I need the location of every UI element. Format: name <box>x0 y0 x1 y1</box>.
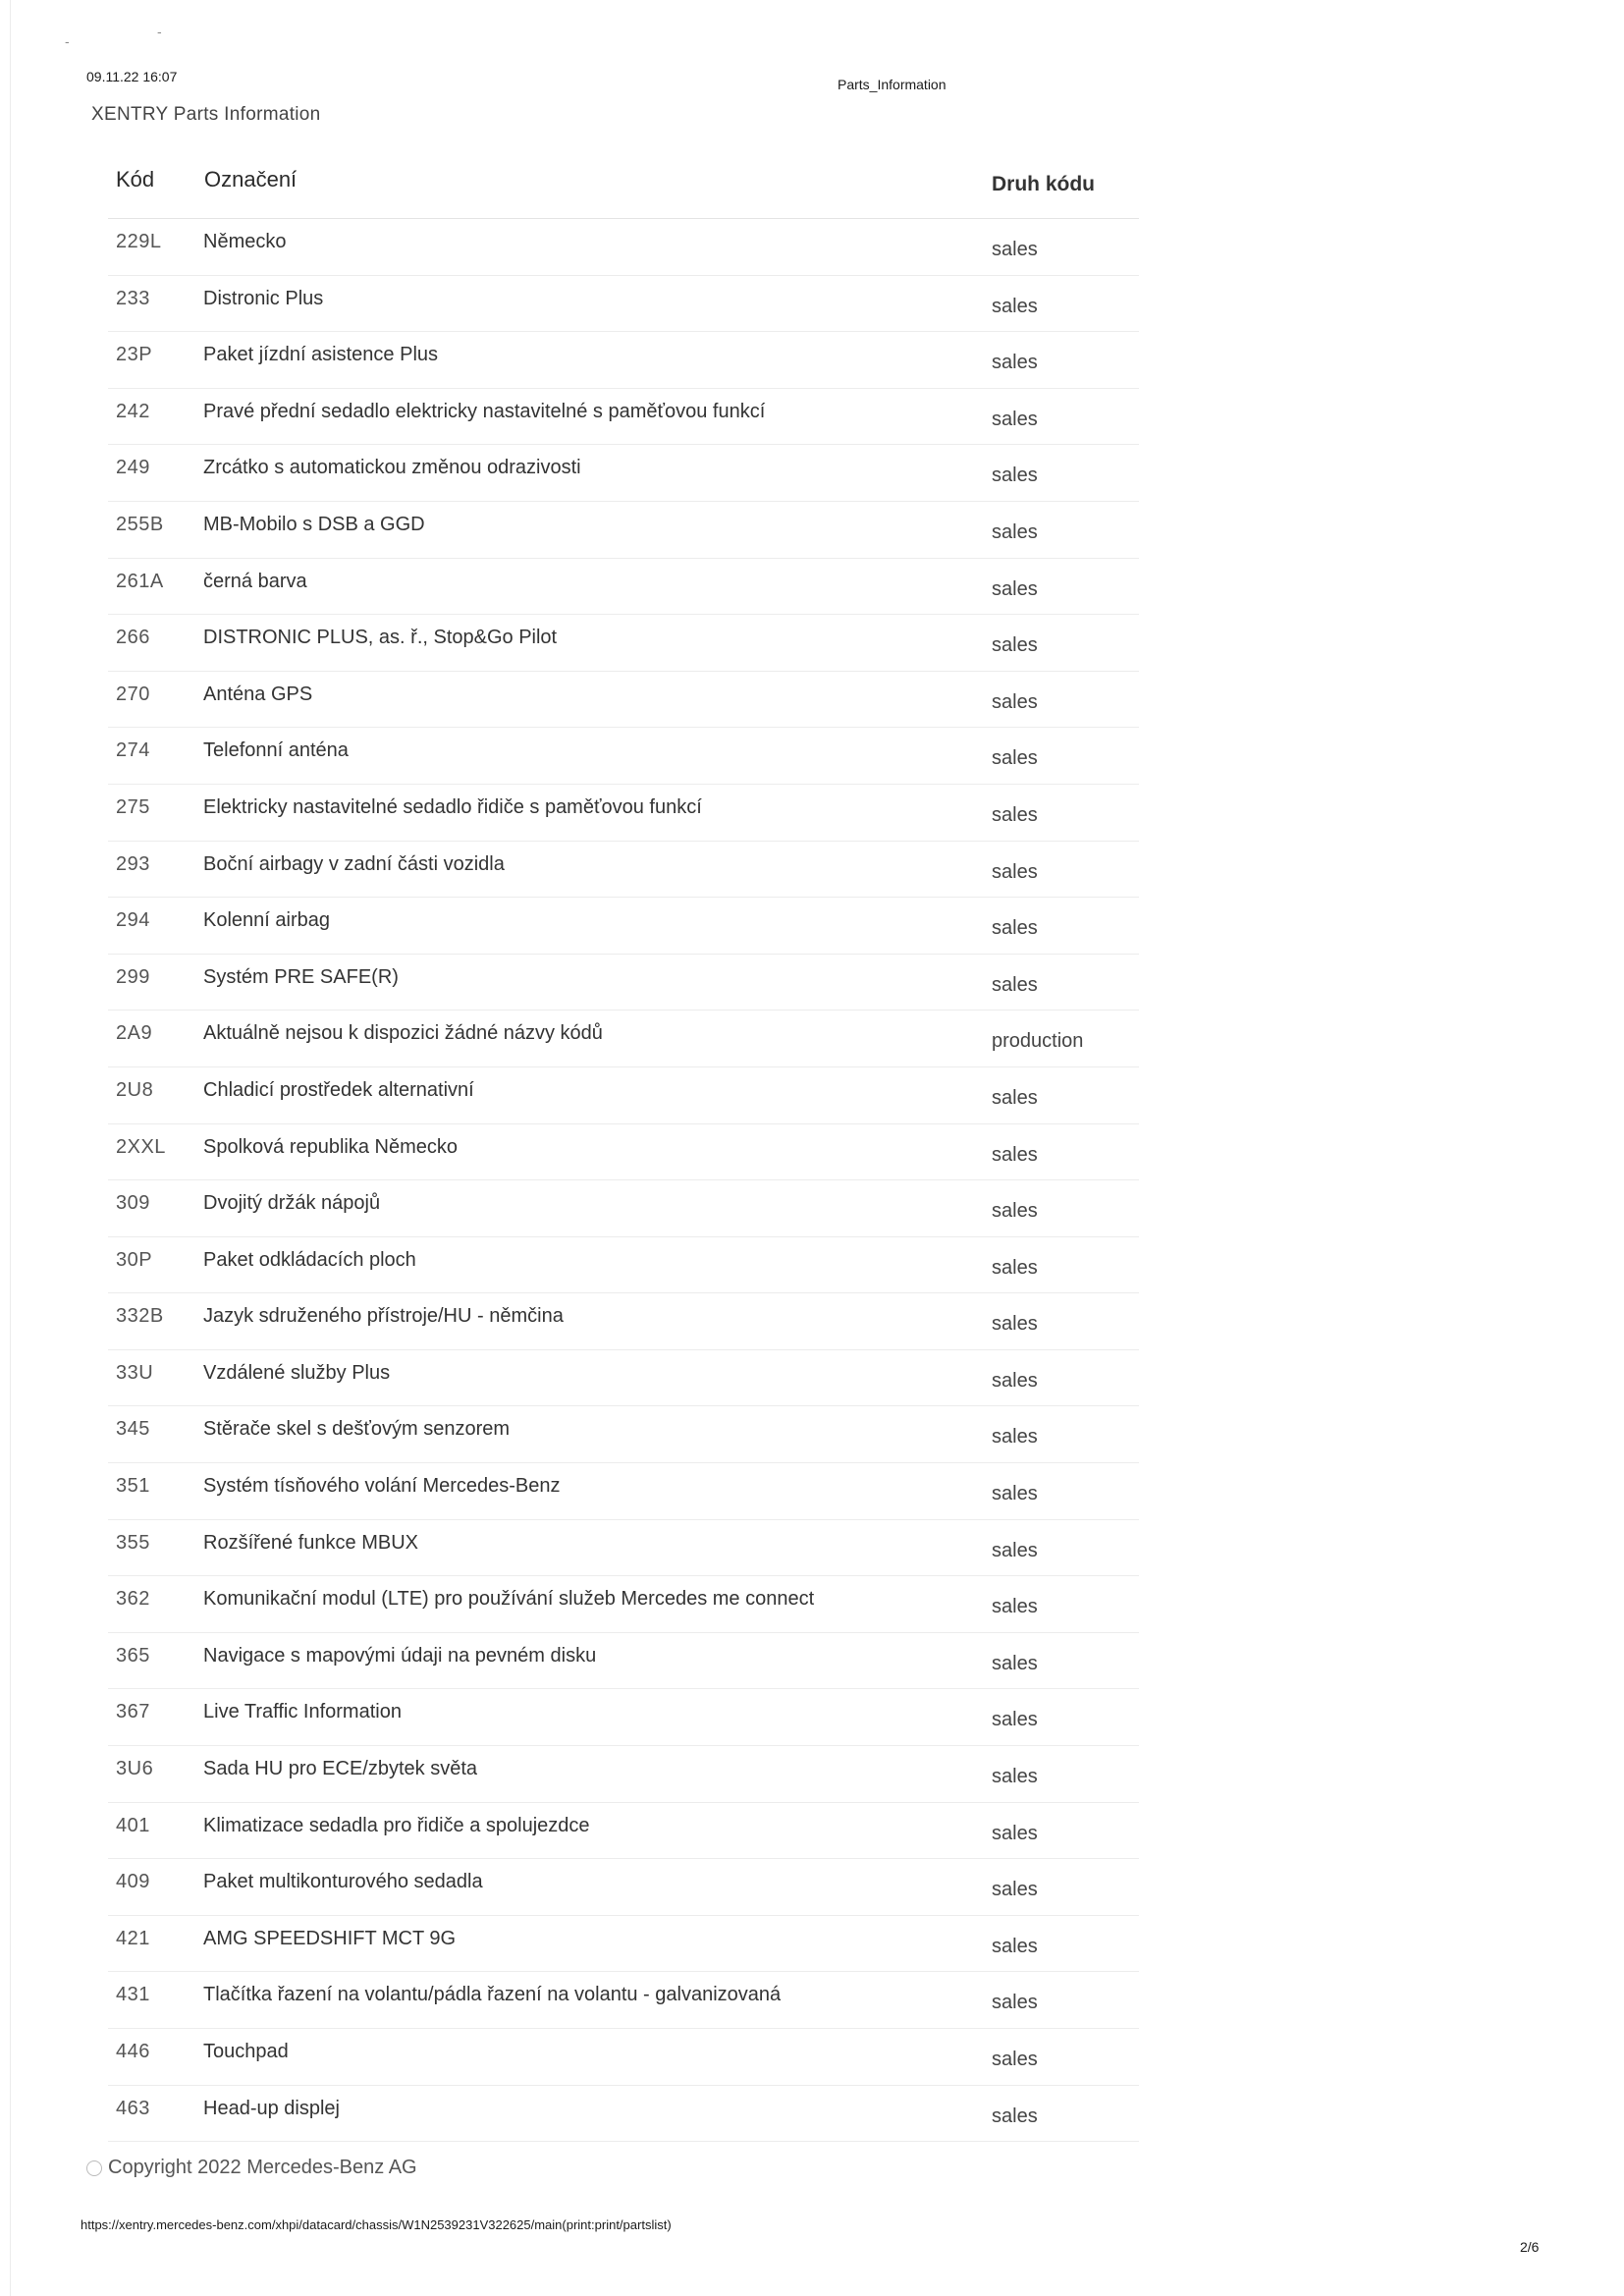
type-cell: sales <box>992 408 1038 430</box>
name-cell: Komunikační modul (LTE) pro používání služeb Mercedes me connect <box>203 1588 815 1611</box>
print-url: https://xentry.mercedes-benz.com/xhpi/datacard/chassis/W1N2539231V322625/main(print:print/partslist) <box>81 2217 672 2232</box>
scan-mark: - <box>157 24 162 39</box>
code-cell: 345 <box>116 1418 150 1441</box>
code-cell: 332B <box>116 1305 164 1328</box>
code-cell: 255B <box>116 513 164 535</box>
code-cell: 409 <box>116 1871 150 1893</box>
table-row <box>108 1463 1139 1520</box>
name-cell: Kolenní airbag <box>203 909 330 932</box>
type-cell: sales <box>992 1369 1038 1392</box>
name-cell: Elektricky nastavitelné sedadlo řidiče s paměťovou funkcí <box>203 795 702 818</box>
code-cell: 30P <box>116 1248 153 1271</box>
column-header-name: Označení <box>204 167 298 191</box>
name-cell: Dvojitý držák nápojů <box>203 1192 381 1215</box>
name-cell: Rozšířené funkce MBUX <box>203 1531 418 1554</box>
print-datetime: 09.11.22 16:07 <box>86 69 178 84</box>
code-cell: 421 <box>116 1927 150 1949</box>
copyright-icon <box>86 2160 102 2176</box>
name-cell: Stěrače skel s dešťovým senzorem <box>203 1418 511 1441</box>
code-cell: 365 <box>116 1644 150 1667</box>
column-header-type: Druh kódu <box>992 173 1095 195</box>
name-cell: Spolková republika Německo <box>203 1135 459 1158</box>
code-cell: 233 <box>116 287 150 309</box>
code-cell: 275 <box>116 795 150 818</box>
type-cell: sales <box>992 1539 1038 1561</box>
name-cell: Anténa GPS <box>203 683 313 705</box>
name-cell: Touchpad <box>203 2041 289 2062</box>
table-row <box>108 502 1139 559</box>
type-cell: sales <box>992 1313 1038 1336</box>
type-cell: sales <box>992 1200 1038 1223</box>
name-cell: Pravé přední sedadlo elektricky nastavitelné s paměťovou funkcí <box>203 400 766 422</box>
code-cell: 266 <box>116 627 150 649</box>
table-row <box>108 1067 1139 1124</box>
scan-mark: - <box>65 33 70 49</box>
code-cell: 3U6 <box>116 1758 154 1780</box>
table-row <box>108 1689 1139 1746</box>
table-row <box>108 276 1139 333</box>
type-cell: sales <box>992 747 1038 770</box>
table-body <box>108 219 1139 2142</box>
table-row <box>108 672 1139 729</box>
app-title: XENTRY Parts Information <box>91 104 321 125</box>
code-cell: 401 <box>116 1814 150 1836</box>
table-row <box>108 785 1139 842</box>
table-row <box>108 1124 1139 1181</box>
code-cell: 446 <box>116 2041 150 2062</box>
table-row <box>108 1916 1139 1973</box>
type-cell: sales <box>992 1709 1038 1731</box>
table-row <box>108 1746 1139 1803</box>
name-cell: Telefonní anténa <box>203 739 349 762</box>
type-cell: sales <box>992 917 1038 940</box>
type-cell: sales <box>992 803 1038 826</box>
code-cell: 229L <box>116 231 162 252</box>
copyright-text: Copyright 2022 Mercedes-Benz AG <box>108 2157 417 2178</box>
type-cell: sales <box>992 239 1038 260</box>
code-cell: 242 <box>116 400 150 422</box>
type-cell: production <box>992 1030 1084 1053</box>
code-cell: 293 <box>116 852 150 875</box>
table-row <box>108 2029 1139 2086</box>
table-row <box>108 1011 1139 1067</box>
print-page-title: Parts_Information <box>838 77 947 92</box>
code-cell: 33U <box>116 1361 154 1384</box>
name-cell: Live Traffic Information <box>203 1701 402 1723</box>
type-cell: sales <box>992 1086 1038 1109</box>
code-cell: 294 <box>116 909 150 932</box>
code-cell: 299 <box>116 965 150 988</box>
name-cell: MB-Mobilo s DSB a GGD <box>203 513 425 535</box>
name-cell: Paket odkládacích ploch <box>203 1248 416 1271</box>
name-cell: Jazyk sdruženého přístroje/HU - němčina <box>203 1305 564 1328</box>
code-cell: 355 <box>116 1531 150 1554</box>
code-cell: 23P <box>116 344 153 366</box>
code-cell: 431 <box>116 1984 150 2006</box>
code-cell: 309 <box>116 1192 150 1215</box>
name-cell: Vzdálené služby Plus <box>203 1361 391 1384</box>
code-cell: 2A9 <box>116 1022 153 1045</box>
type-cell: sales <box>992 1596 1038 1618</box>
name-cell: Aktuálně nejsou k dispozici žádné názvy kódů <box>203 1022 603 1045</box>
table-row <box>108 1237 1139 1294</box>
name-cell: Tlačítka řazení na volantu/pádla řazení na volantu - galvanizovaná <box>203 1984 782 2006</box>
name-cell: černá barva <box>203 570 307 592</box>
name-cell: AMG SPEEDSHIFT MCT 9G <box>203 1927 457 1949</box>
code-cell: 367 <box>116 1701 150 1723</box>
table-row <box>108 1972 1139 2029</box>
type-cell: sales <box>992 1652 1038 1674</box>
code-cell: 261A <box>116 570 164 592</box>
name-cell: Chladicí prostředek alternativní <box>203 1078 474 1101</box>
table-row <box>108 1859 1139 1916</box>
type-cell: sales <box>992 1822 1038 1844</box>
table-row <box>108 1406 1139 1463</box>
code-cell: 249 <box>116 457 150 479</box>
name-cell: Systém tísňového volání Mercedes-Benz <box>203 1475 561 1498</box>
name-cell: Zrcátko s automatickou změnou odrazivosti <box>203 457 581 479</box>
type-cell: sales <box>992 690 1038 713</box>
table-row <box>108 728 1139 785</box>
table-row <box>108 898 1139 955</box>
name-cell: Paket multikonturového sedadla <box>203 1871 483 1893</box>
table-row <box>108 332 1139 389</box>
type-cell: sales <box>992 1426 1038 1449</box>
table-row <box>108 1293 1139 1350</box>
scan-edge <box>10 0 11 2296</box>
table-row <box>108 1633 1139 1690</box>
table-row <box>108 1520 1139 1577</box>
table-row <box>108 1803 1139 1860</box>
name-cell: Boční airbagy v zadní části vozidla <box>203 852 505 875</box>
table-row <box>108 615 1139 672</box>
type-cell: sales <box>992 520 1038 543</box>
name-cell: Distronic Plus <box>203 287 324 309</box>
type-cell: sales <box>992 1766 1038 1788</box>
table-row <box>108 559 1139 616</box>
table-header <box>108 155 1139 219</box>
name-cell: Klimatizace sedadla pro řidiče a spolujezdce <box>203 1814 590 1836</box>
type-cell: sales <box>992 860 1038 883</box>
name-cell: Paket jízdní asistence Plus <box>203 344 439 366</box>
type-cell: sales <box>992 295 1038 317</box>
table-row <box>108 219 1139 276</box>
table-row <box>108 842 1139 899</box>
table-row <box>108 955 1139 1011</box>
type-cell: sales <box>992 2049 1038 2070</box>
copyright <box>86 2157 417 2179</box>
page-number: 2/6 <box>1520 2239 1540 2255</box>
code-cell: 351 <box>116 1475 150 1498</box>
code-cell: 463 <box>116 2097 150 2119</box>
table-row <box>108 2086 1139 2143</box>
code-cell: 2XXL <box>116 1135 166 1158</box>
type-cell: sales <box>992 1143 1038 1166</box>
column-header-code: Kód <box>116 167 155 191</box>
name-cell: Head-up displej <box>203 2097 340 2119</box>
type-cell: sales <box>992 465 1038 487</box>
type-cell: sales <box>992 1879 1038 1901</box>
table-row <box>108 389 1139 446</box>
type-cell: sales <box>992 1256 1038 1279</box>
name-cell: Sada HU pro ECE/zbytek světa <box>203 1758 478 1780</box>
type-cell: sales <box>992 352 1038 374</box>
table-row <box>108 445 1139 502</box>
name-cell: Navigace s mapovými údaji na pevném disku <box>203 1644 597 1667</box>
type-cell: sales <box>992 973 1038 996</box>
name-cell: Systém PRE SAFE(R) <box>203 965 399 988</box>
parts-table <box>108 155 1139 2142</box>
type-cell: sales <box>992 634 1038 657</box>
table-row <box>108 1180 1139 1237</box>
type-cell: sales <box>992 1935 1038 1957</box>
type-cell: sales <box>992 577 1038 600</box>
type-cell: sales <box>992 1483 1038 1505</box>
code-cell: 2U8 <box>116 1078 154 1101</box>
type-cell: sales <box>992 1992 1038 2014</box>
table-row <box>108 1350 1139 1407</box>
code-cell: 270 <box>116 683 150 705</box>
table-row <box>108 1576 1139 1633</box>
code-cell: 362 <box>116 1588 150 1611</box>
type-cell: sales <box>992 2105 1038 2127</box>
name-cell: DISTRONIC PLUS, as. ř., Stop&Go Pilot <box>203 627 558 649</box>
code-cell: 274 <box>116 739 150 762</box>
name-cell: Německo <box>203 231 287 252</box>
